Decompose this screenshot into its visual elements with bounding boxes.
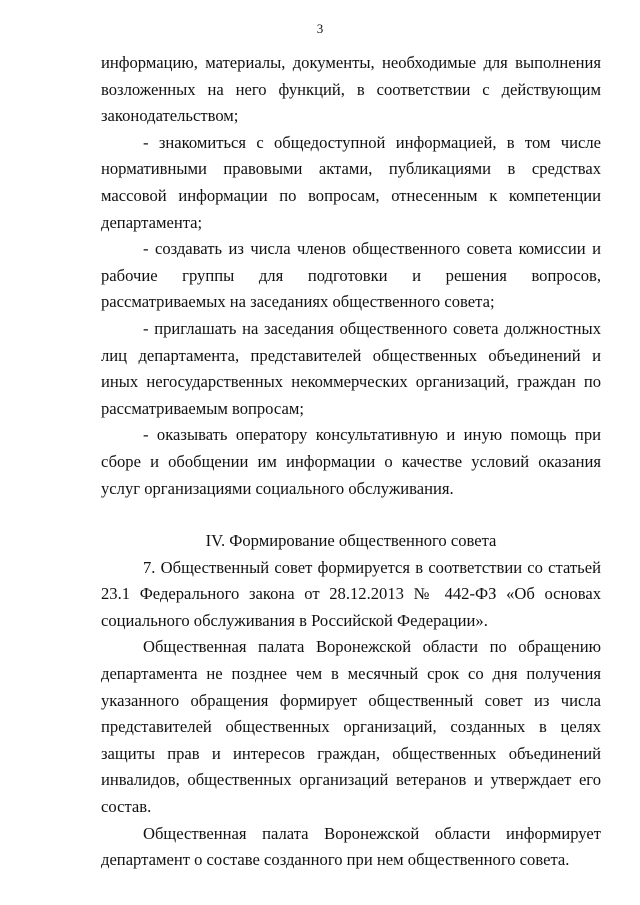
paragraph-clause-7: 7. Общественный совет формируется в соответствии со статьей 23.1 Федерального закона от 28.12.2013 № 442-ФЗ «Об основах социального обслуживания в Российской Федерации». bbox=[101, 557, 601, 630]
list-item-assist-operator: - оказывать оператору консультативную и иную помощь при сборе и обобщении им информации о качестве условий оказания услуг организациями социального обслуживания. bbox=[101, 425, 601, 498]
list-item-invite: - приглашать на заседания общественного совета должностных лиц департамента, представителей общественных объединений и иных негосударственных некоммерческих организаций, граждан по рассматриваемым вопросам; bbox=[101, 318, 601, 418]
section-heading: IV. Формирование общественного совета bbox=[205, 531, 497, 551]
paragraph-chamber-forms-council: Общественная палата Воронежской области по обращению департамента не позднее чем в месячный срок со дня получения указанного обращения формирует общественный совет из числа представителей общественных организаций, созданных в целях защиты прав и интересов граждан, общественных объединений инвалидов, общественных организаций ветеранов и утверждает его состав. bbox=[101, 637, 601, 817]
document-body bbox=[101, 50, 601, 874]
list-item-create-commissions: - создавать из числа членов общественного совета комиссии и рабочие группы для подготовки и решения вопросов, рассматриваемых на заседаниях общественного совета; bbox=[101, 239, 601, 312]
paragraph-continuation: информацию, материалы, документы, необходимые для выполнения возложенных на него функций, в соответствии с действующим законодательством; bbox=[101, 53, 601, 126]
page-number: 3 bbox=[316, 21, 324, 36]
paragraph-chamber-informs: Общественная палата Воронежской области информирует департамент о составе созданного при нем общественного совета. bbox=[101, 823, 601, 870]
list-item-familiarize: - знакомиться с общедоступной информацией, в том числе нормативными правовыми актами, публикациями в средствах массовой информации по вопросам, отнесенным к компетенции департамента; bbox=[101, 132, 601, 232]
